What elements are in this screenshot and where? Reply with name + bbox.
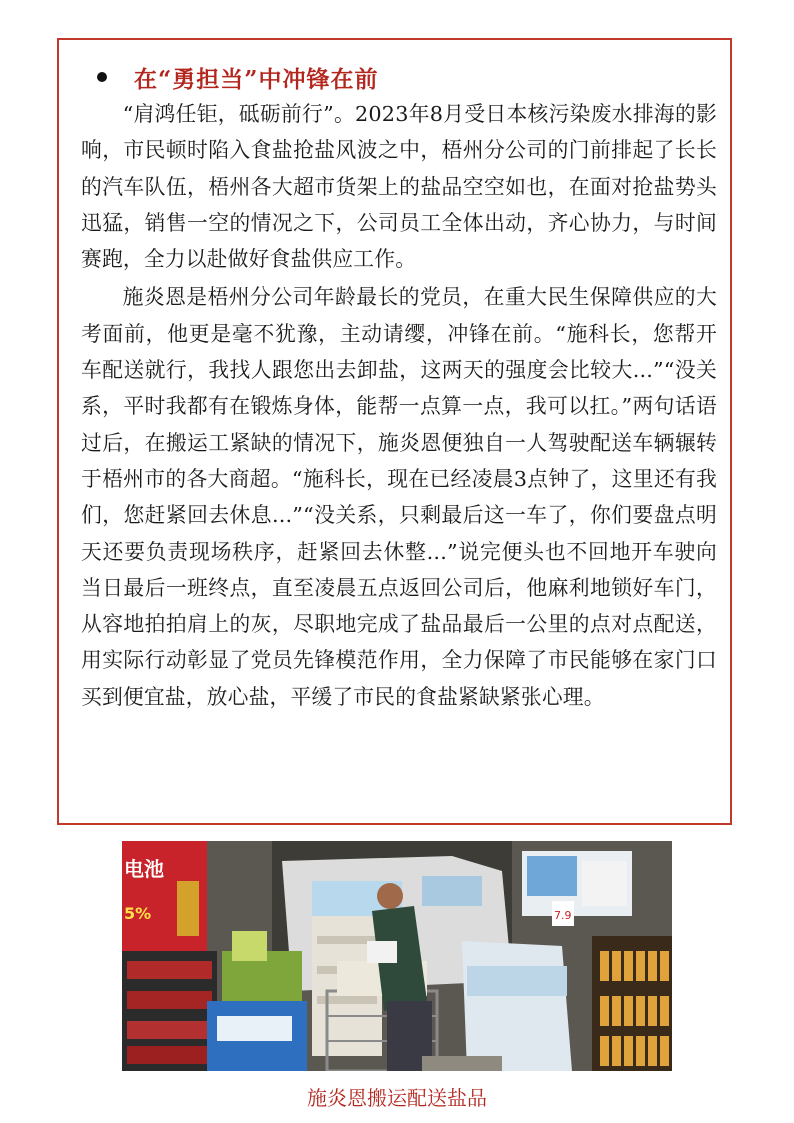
section-title: 在“勇担当”中冲锋在前 (134, 65, 379, 93)
photo-sign-text: 电池 (124, 857, 164, 881)
article-body (81, 96, 717, 717)
article-frame (57, 38, 732, 825)
paragraph-2: 施炎恩是梧州分公司年龄最长的党员，在重大民生保障供应的大考面前，他更是毫不犹豫，主动请缨，冲锋在前。“施科长，您帮开车配送就行，我找人跟您出去卸盐，这两天的强度会比较大...”“没关系，平时我都有在锻炼身体，能帮一点算一点，我可以扛。”两句话语过后，在搬运工紧缺的情况下，施炎恩便独自一人驾驶配送车辆辗转于梧州市的各大商超。“施科长，现在已经凌晨3点钟了，这里还有我们，您赶紧回去休息...”“没关系，只剩最后这一车了，你们要盘点明天还要负责现场秩序，赶紧回去休整...”说完便头也不回地开车驶向当日最后一班终点，直至凌晨五点返回公司后，他麻利地锁好车门，从容地拍拍肩上的灰，尽职地完成了盐品最后一公里的点对点配送，用实际行动彰显了党员先锋模范作用，全力保障了市民能够在家门口买到便宜盐，放心盐，平缓了市民的食盐紧缺紧张心理。 (81, 285, 717, 709)
photo-scene (122, 841, 672, 1071)
photo-caption: 施炎恩搬运配送盐品 (307, 1086, 487, 1110)
article-photo (122, 841, 672, 1071)
photo-price-tag: 7.9 (554, 909, 572, 922)
paragraph-1: “肩鸿任钜，砥砺前行”。2023年8月受日本核污染废水排海的影响，市民顿时陷入食盐抢盐风波之中，梧州分公司的门前排起了长长的汽车队伍，梧州各大超市货架上的盐品空空如也，在面对抢盐势头迅猛，销售一空的情况之下，公司员工全体出动，齐心协力，与时间赛跑，全力以赴做好食盐供应工作。 (81, 102, 717, 272)
photo-percent-text: 5% (124, 904, 152, 923)
section-heading (97, 60, 378, 94)
bullet-icon (97, 72, 107, 82)
